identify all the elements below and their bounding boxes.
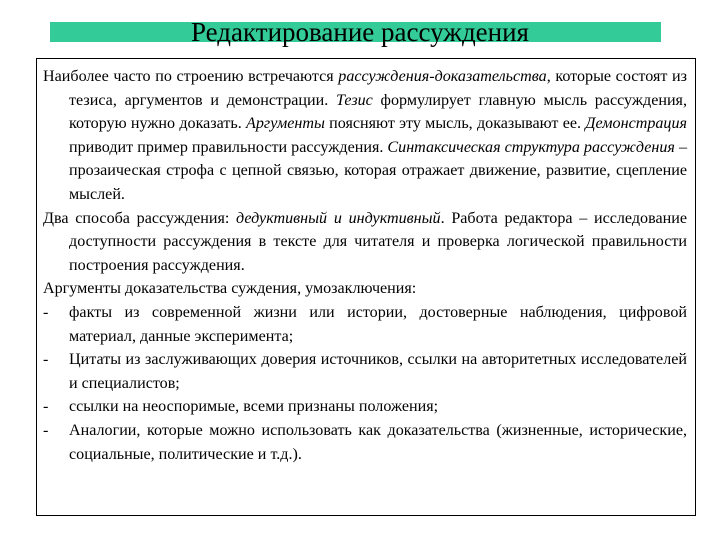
paragraph-arguments-heading	[43, 277, 687, 301]
paragraph-text: . Работа редактора – исследование доступности рассуждения в тексте для читателя и проверка логической правильности построения рассуждения.	[69, 209, 688, 274]
list-item	[43, 348, 687, 395]
bullet-dash: -	[43, 398, 49, 416]
paragraph-italic: дедуктивный и индуктивный	[236, 209, 441, 227]
slide-title: Редактирование рассуждения	[191, 17, 529, 47]
paragraph-text: приводит пример правильности рассуждения.	[69, 138, 388, 156]
paragraph-italic: Синтаксическая структура рассуждения	[387, 138, 675, 156]
list-item-text: факты из современной жизни или истории, достоверные наблюдения, цифровой материал, данные эксперимента;	[69, 303, 687, 345]
bullet-dash: -	[43, 303, 49, 321]
paragraph-text: – прозаическая строфа с цепной связью, которая отражает движение, развитие, сцепление мыслей.	[69, 138, 687, 203]
paragraph-text: Наиболее часто по строению встречаются	[43, 68, 339, 85]
list-item	[43, 301, 687, 348]
paragraph-italic: Демонстрация	[585, 115, 687, 133]
list-item-text: ссылки на неоспоримые, всеми признаны положения;	[69, 398, 439, 416]
paragraph-text: Два способа рассуждения:	[43, 209, 237, 227]
list-item	[43, 419, 687, 466]
paragraph-text: поясняют эту мысль, доказывают ее.	[324, 115, 586, 133]
list-item-text: Цитаты из заслуживающих доверия источников, ссылки на авторитетных исследователей и специалистов;	[69, 351, 687, 392]
list-item-text: Аналогии, которые можно использовать как доказательства (жизненные, исторические, социальные, политические и т.д.).	[69, 421, 687, 463]
content-box	[36, 58, 696, 516]
paragraph-italic: Тезис	[336, 91, 373, 109]
list-item	[43, 395, 687, 419]
paragraph-structure	[43, 65, 687, 207]
paragraph-text: Аргументы доказательства суждения, умозаключения:	[43, 280, 417, 298]
bullet-dash: -	[43, 351, 49, 369]
bullet-dash: -	[43, 421, 49, 439]
paragraph-text: формулирует главную мысль рассуждения, которую нужно доказать.	[69, 91, 687, 133]
paragraph-text: , которые состоят из тезиса, аргументов и демонстрации.	[69, 68, 687, 109]
paragraph-italic: Аргументы	[246, 115, 325, 133]
paragraph-methods	[43, 207, 687, 278]
paragraph-italic: рассуждения-доказательства	[338, 68, 547, 85]
